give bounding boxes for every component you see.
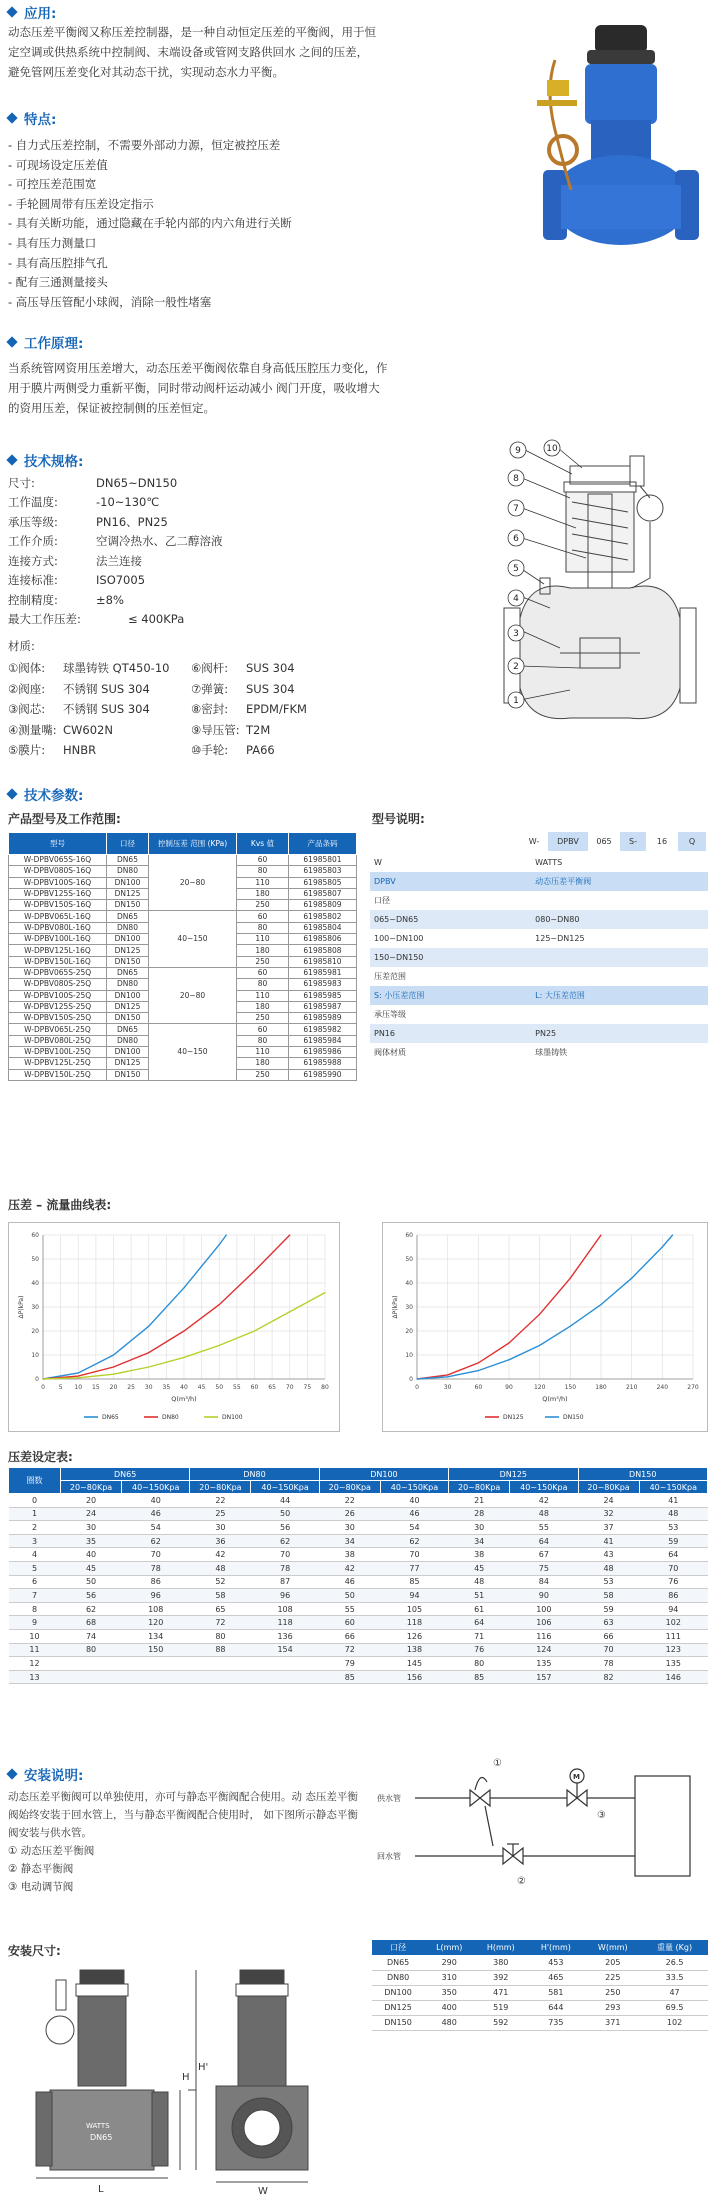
data-point: [478, 1370, 479, 1371]
setting-table: 圈数 DN65 DN80 DN100 DN125 DN150 20~80Kpa 40~150Kpa 20~80Kpa 40~150Kpa 20~80Kpa 40~150Kpa 20~80Kpa 40~150Kpa 20~80Kpa 40~150Kpa 0 20 40 22 44 22 40 21 42 24 41 1 24 46 25 50 26 46 28 48 32 48 2 30 54 30 56 30 54 30 55 37 53 3 35 62 36 62 34 62 34 64 41 59 4 40 70 42 70 38 70 38 67 43 64 5 45 78 48 78 42 77 45 75 48 70 6 50 86 52 87 46 85 48 84 53 76 7 56 96 58 96 50 94 51 90 58 86 8 62 108 65 108 55 105 61 100 59 94 9 68 120 72 118 60 118 64 106 63 102 10 74 134 80 136 66 126 71 116 66 111 11 80 150 88 154 72 138 76 124 70 123 12 79 145 80 135 78 135 13 85 156 85 157 82 146: [8, 1467, 708, 1684]
data-point: [42, 1378, 43, 1379]
callout-label: 8: [513, 474, 519, 484]
y-axis-label: ΔP(kPa): [18, 1295, 25, 1319]
data-point: [219, 1304, 220, 1305]
x-tick-label: 55: [233, 1384, 241, 1391]
table-row: W-DPBV100L-25Q DN100 110 61985986: [9, 1047, 357, 1058]
x-tick-label: 20: [109, 1384, 118, 1391]
diamond-icon: [6, 6, 17, 17]
x-tick-label: 60: [250, 1384, 259, 1391]
section-title-params: 技术参数:: [8, 784, 83, 804]
dimension-drawing: [20, 1960, 330, 2195]
table-row: PN16 PN25: [370, 1024, 708, 1043]
data-point: [183, 1330, 184, 1331]
data-point: [148, 1366, 149, 1367]
y-tick-label: 50: [405, 1256, 413, 1263]
legend-label: DN100: [222, 1414, 243, 1421]
model-code: W- DPBV 065 S- 16 Q: [520, 832, 706, 851]
feature-list: [8, 136, 292, 312]
curve-title: 压差 – 流量曲线表:: [8, 1198, 112, 1212]
x-tick-label: 35: [162, 1384, 171, 1391]
list-item: - 高压导压管配小球阀，消除一般性堵塞: [8, 294, 212, 309]
diamond-icon: [6, 1768, 17, 1779]
data-point: [508, 1359, 509, 1360]
data-point: [219, 1345, 220, 1346]
list-item: - 具有关断功能，通过隐藏在手轮内部的内六角进行关断: [8, 216, 292, 231]
section-title-spec: 技术规格:: [8, 450, 83, 470]
x-tick-label: 150: [564, 1384, 577, 1391]
table-row: DN150 480 592 735 371 102: [372, 2015, 708, 2030]
table-row: 承压等级: [374, 1010, 406, 1019]
data-point: [289, 1234, 290, 1235]
data-point: [219, 1244, 220, 1245]
table-row: W-DPBV080L-16Q DN80 80 61985804: [9, 922, 357, 933]
material-title: 材质:: [8, 639, 35, 653]
table-row: W-DPBV100S-25Q DN100 110 61985985: [9, 990, 357, 1001]
table-row: 3 35 62 36 62 34 62 34 64 41 59: [9, 1534, 708, 1548]
data-point: [148, 1352, 149, 1353]
data-point: [113, 1354, 114, 1355]
valve-product-image: [525, 20, 705, 310]
data-point: [78, 1376, 79, 1377]
x-tick-label: 60: [474, 1384, 483, 1391]
table-row: W-DPBV125S-16Q DN125 180 61985807: [9, 888, 357, 899]
table-row: DPBV 动态压差平衡阀: [370, 872, 708, 891]
install-legend-item: ③ 电动调节阀: [8, 1881, 74, 1893]
callout-label: 6: [513, 534, 519, 544]
section-title-principle: 工作原理:: [8, 332, 83, 352]
list-item: - 具有压力测量口: [8, 235, 97, 250]
callout-label: 4: [513, 594, 519, 604]
table-row: W-DPBV065S-16Q DN65 20~80 60 61985801: [9, 855, 357, 866]
callout-label: 10: [546, 444, 558, 454]
table-row: W-DPBV100S-16Q DN100 110 61985805: [9, 877, 357, 888]
data-point: [78, 1377, 79, 1378]
table-row: DN125 400 519 644 293 69.5: [372, 2000, 708, 2015]
data-point: [254, 1270, 255, 1271]
x-tick-label: 270: [687, 1384, 699, 1391]
y-tick-label: 30: [31, 1304, 39, 1311]
y-tick-label: 10: [31, 1352, 39, 1359]
callout-label: 1: [513, 696, 519, 706]
body-label-brand: WATTS: [86, 2122, 110, 2130]
material-list: ①阀体: 球墨铸铁 QT450-10 ⑥阀杆: SUS 304 ②阀座: 不锈钢 SUS 304 ⑦弹簧: SUS 304 ③阀芯: 不锈钢 SUS 304 ⑧密封: EPDM/FKM ④测量嘴: CW602N ⑨导压管: T2M ⑤膜片: HNBR ⑩手轮: PA66: [8, 661, 307, 758]
table-row: 9 68 120 72 118 60 118 64 106 63 102: [9, 1616, 708, 1630]
x-tick-label: 210: [625, 1384, 638, 1391]
y-tick-label: 40: [405, 1280, 413, 1287]
x-tick-label: 10: [74, 1384, 83, 1391]
legend-label: DN80: [162, 1414, 179, 1421]
application-text: 动态压差平衡阀又称压差控制器，是一种自动恒定压差的平衡阀，用于恒定空调或供热系统中控制阀、末端设备或管网支路供回水 之间的压差，避免管网压差变化对其动态干扰，实现动态水力平衡。: [8, 25, 376, 79]
y-tick-label: 0: [409, 1376, 413, 1383]
table-row: W-DPBV065L-25Q DN65 40~150 60 61985982: [9, 1024, 357, 1035]
x-tick-label: 180: [595, 1384, 607, 1391]
list-item: - 可现场设定压差值: [8, 157, 108, 172]
table-row: DN65 290 380 453 205 26.5: [372, 1955, 708, 1970]
table-row: 6 50 86 52 87 46 85 48 84 53 76: [9, 1575, 708, 1589]
marker-3: ③: [597, 1810, 606, 1821]
y-tick-label: 0: [35, 1376, 39, 1383]
section-title-install: 安装说明:: [8, 1764, 83, 1784]
data-point: [447, 1376, 448, 1377]
table-row: 阀体材质 球墨铸铁: [374, 1048, 568, 1057]
data-point: [631, 1278, 632, 1279]
y-tick-label: 20: [31, 1328, 39, 1335]
y-tick-label: 60: [405, 1232, 413, 1239]
list-item: - 具有高压腔排气孔: [8, 255, 108, 270]
callout-label: 7: [513, 504, 519, 514]
x-tick-label: 0: [41, 1384, 45, 1391]
dim-label-h: H: [182, 2072, 190, 2083]
curve-chart-large: [382, 1222, 708, 1432]
motor-icon: M: [573, 1773, 580, 1781]
table-row: W-DPBV150S-25Q DN150 250 61985989: [9, 1013, 357, 1024]
data-point: [600, 1234, 601, 1235]
return-pipe-label: 回水管: [377, 1852, 401, 1861]
x-tick-label: 40: [180, 1384, 188, 1391]
section-title-features: 特点:: [8, 108, 56, 128]
table-row: 0 20 40 22 44 22 40 21 42 24 41: [9, 1494, 708, 1508]
data-point: [183, 1287, 184, 1288]
install-schematic: [375, 1756, 705, 1896]
x-tick-label: 240: [656, 1384, 669, 1391]
dim-label-w: W: [258, 2186, 268, 2195]
body-label-size: DN65: [90, 2133, 113, 2142]
table-row: 5 45 78 48 78 42 77 45 75 48 70: [9, 1561, 708, 1575]
install-legend-item: ② 静态平衡阀: [8, 1863, 74, 1875]
table-row: DN100 350 471 581 250 47: [372, 1985, 708, 2000]
data-point: [113, 1366, 114, 1367]
data-point: [570, 1326, 571, 1327]
data-point: [570, 1278, 571, 1279]
x-tick-label: 65: [268, 1384, 276, 1391]
table-row: 100~DN100 125~DN125: [374, 934, 585, 943]
data-point: [508, 1342, 509, 1343]
x-tick-label: 30: [443, 1384, 452, 1391]
list-item: - 手轮圆周带有压差设定指示: [8, 196, 154, 211]
supply-pipe-label: 供水管: [377, 1794, 401, 1803]
table-row: W-DPBV150L-25Q DN150 250 61985990: [9, 1069, 357, 1080]
product-table: 型号 口径 控制压差 范围 (KPa) Kvs 值 产品条码 W-DPBV065S-16Q DN65 20~80 60 61985801 W-DPBV080S-16Q DN80 80 61985803 W-DPBV100S-16Q DN100 110 61985805 W-DPBV125S-16Q DN125 180 61985807 W-DPBV150S-16Q DN150 250 61985809 W-DPBV065L-16Q DN65 40~150 60 61985802 W-DPBV080L-16Q DN80 80 61985804 W-DPBV100L-16Q DN100 110 61985806 W-DPBV125L-16Q DN125 180 61985808 W-DPBV150L-16Q DN150 250 61985810 W-DPBV065S-25Q DN65 20~80 60 61985981 W-DPBV080S-25Q DN80 80 61985983 W-DPBV100S-25Q DN100 110 61985985 W-DPBV125S-25Q DN125 180 61985987 W-DPBV150S-25Q DN150 250 61985989 W-DPBV065L-25Q DN65 40~150 60 61985982 W-DPBV080L-25Q DN80 80 61985984 W-DPBV100L-25Q DN100 110 61985986 W-DPBV125L-25Q DN125 180 61985988 W-DPBV150L-25Q DN150 250 61985990: [8, 832, 357, 1081]
table-row: W-DPBV125L-16Q DN125 180 61985808: [9, 945, 357, 956]
model-explain-title: 型号说明:: [372, 812, 425, 826]
data-point: [324, 1292, 325, 1293]
table-row: 12 79 145 80 135 78 135: [9, 1657, 708, 1671]
setting-title: 压差设定表:: [8, 1450, 73, 1464]
y-tick-label: 20: [405, 1328, 413, 1335]
table-row: 13 85 156 85 157 82 146: [9, 1670, 708, 1684]
dim-label-h-prime: H': [198, 2062, 209, 2073]
table-row: DN80 310 392 465 225 33.5: [372, 1970, 708, 1985]
marker-1: ①: [493, 1758, 502, 1769]
curve-chart-small-svg: [9, 1223, 339, 1431]
x-tick-label: 90: [505, 1384, 513, 1391]
data-point: [183, 1357, 184, 1358]
table-row: 2 30 54 30 56 30 54 30 55 37 53: [9, 1521, 708, 1535]
list-item: - 自力式压差控制，不需要外部动力源，恒定被控压差: [8, 138, 281, 152]
marker-2: ②: [517, 1876, 526, 1887]
legend-label: DN125: [503, 1414, 524, 1421]
table-row: W-DPBV125S-25Q DN125 180 61985987: [9, 1001, 357, 1012]
legend-label: DN65: [102, 1414, 119, 1421]
data-point: [148, 1326, 149, 1327]
model-explain-table: [370, 853, 708, 1062]
table-row: W-DPBV150L-16Q DN150 250 61985810: [9, 956, 357, 967]
x-tick-label: 50: [215, 1384, 224, 1391]
install-legend-item: ① 动态压差平衡阀: [8, 1845, 95, 1857]
data-point: [113, 1374, 114, 1375]
valve-section-drawing: [500, 438, 705, 743]
diamond-icon: [6, 336, 17, 347]
curve-chart-small: [8, 1222, 340, 1432]
table-row: 11 80 150 88 154 72 138 76 124 70 123: [9, 1643, 708, 1657]
data-point: [226, 1234, 227, 1235]
x-tick-label: 75: [303, 1384, 312, 1391]
table-row: 10 74 134 80 136 66 126 71 116 66 111: [9, 1629, 708, 1643]
section-title-application: 应用:: [8, 2, 56, 22]
spec-list: 尺寸: DN65~DN150 工作温度: -10~130℃ 承压等级: PN16、PN25 工作介质: 空调冷热水、乙二醇溶液 连接方式: 法兰连接 连接标准: ISO7005 控制精度: ±8% 最大工作压差: ≤ 400KPa: [8, 475, 223, 627]
curve-chart-large-svg: [383, 1223, 707, 1431]
table-row: W-DPBV100L-16Q DN100 110 61985806: [9, 934, 357, 945]
table-row: W WATTS: [374, 858, 563, 867]
list-item: - 可控压差范围宽: [8, 177, 97, 192]
x-tick-label: 30: [144, 1384, 153, 1391]
y-tick-label: 10: [405, 1352, 413, 1359]
principle-text: 当系统管网资用压差增大，动态压差平衡阀依靠自身高低压腔压力变化，作用于膜片两侧受力重新平衡，同时带动阀杆运动减小 阀门开度，吸收增大的资用压差，保证被控制侧的压差恒定。: [8, 361, 388, 415]
dim-label-l: L: [98, 2184, 104, 2195]
table-row: 口径: [374, 896, 390, 905]
table-row: W-DPBV150S-16Q DN150 250 61985809: [9, 900, 357, 911]
x-tick-label: 15: [92, 1384, 100, 1391]
dims-table: 口径 L(mm) H(mm) H'(mm) W(mm) 重量 (Kg) DN65 290 380 453 205 26.5 DN80 310 392 465 225 33.5 DN100 350 471 581 250 47 DN125 400 519 644 293 69.5 DN150 480 592 735 371 102: [372, 1940, 708, 2031]
x-tick-label: 0: [415, 1384, 419, 1391]
table-row: 065~DN65 080~DN80: [370, 910, 708, 929]
callout-label: 3: [513, 629, 519, 639]
data-point: [478, 1362, 479, 1363]
table-row: 1 24 46 25 50 26 46 28 48 32 48: [9, 1507, 708, 1521]
x-tick-label: 5: [58, 1384, 63, 1391]
data-point: [254, 1330, 255, 1331]
x-tick-label: 80: [321, 1384, 329, 1391]
table-row: W-DPBV065L-16Q DN65 40~150 60 61985802: [9, 911, 357, 922]
list-item: - 配有三通测量接头: [8, 275, 108, 290]
table-row: W-DPBV080S-25Q DN80 80 61985983: [9, 979, 357, 990]
callout-label: 5: [513, 564, 519, 574]
diamond-icon: [6, 788, 17, 799]
x-tick-label: 45: [197, 1384, 206, 1391]
table-row: 8 62 108 65 108 55 105 61 100 59 94: [9, 1602, 708, 1616]
callout-label: 2: [513, 662, 519, 672]
data-point: [662, 1246, 663, 1247]
dims-title: 安装尺寸:: [8, 1944, 61, 1958]
data-point: [447, 1374, 448, 1375]
data-point: [78, 1372, 79, 1373]
y-tick-label: 30: [405, 1304, 413, 1311]
table-row: 150~DN150: [370, 948, 708, 967]
callout-label: 9: [515, 446, 521, 456]
y-axis-label: ΔP(kPa): [392, 1295, 399, 1319]
table-row: 7 56 96 58 96 50 94 51 90 58 86: [9, 1589, 708, 1603]
data-point: [600, 1304, 601, 1305]
table-row: 压差范围: [374, 972, 406, 981]
y-tick-label: 60: [31, 1232, 39, 1239]
product-table-title: 产品型号及工作范围:: [8, 812, 121, 826]
data-point: [539, 1345, 540, 1346]
install-text-block: [8, 1788, 358, 1896]
legend-label: DN150: [563, 1414, 584, 1421]
x-tick-label: 25: [127, 1384, 135, 1391]
y-tick-label: 40: [31, 1280, 39, 1287]
table-row: W-DPBV125L-25Q DN125 180 61985988: [9, 1058, 357, 1069]
data-point: [416, 1378, 417, 1379]
table-row: W-DPBV080L-25Q DN80 80 61985984: [9, 1035, 357, 1046]
y-tick-label: 50: [31, 1256, 39, 1263]
data-point: [672, 1234, 673, 1235]
table-row: 4 40 70 42 70 38 70 38 67 43 64: [9, 1548, 708, 1562]
table-row: W-DPBV065S-25Q DN65 20~80 60 61985981: [9, 967, 357, 978]
x-axis-label: Q(m³/h): [542, 1395, 568, 1403]
install-text: 动态压差平衡阀可以单独使用，亦可与静态平衡阀配合使用。动 态压差平衡阀始终安装于回水管上，当与静态平衡阀配合使用时， 如下图所示静态平衡阀安装与供水管。: [8, 1791, 358, 1839]
x-tick-label: 70: [285, 1384, 294, 1391]
table-row: W-DPBV080S-16Q DN80 80 61985803: [9, 866, 357, 877]
data-point: [289, 1311, 290, 1312]
x-axis-label: Q(m³/h): [171, 1395, 197, 1403]
x-tick-label: 120: [533, 1384, 546, 1391]
data-point: [539, 1314, 540, 1315]
diamond-icon: [6, 112, 17, 123]
table-row: S: 小压差范围 L: 大压差范围: [370, 986, 708, 1005]
diamond-icon: [6, 454, 17, 465]
